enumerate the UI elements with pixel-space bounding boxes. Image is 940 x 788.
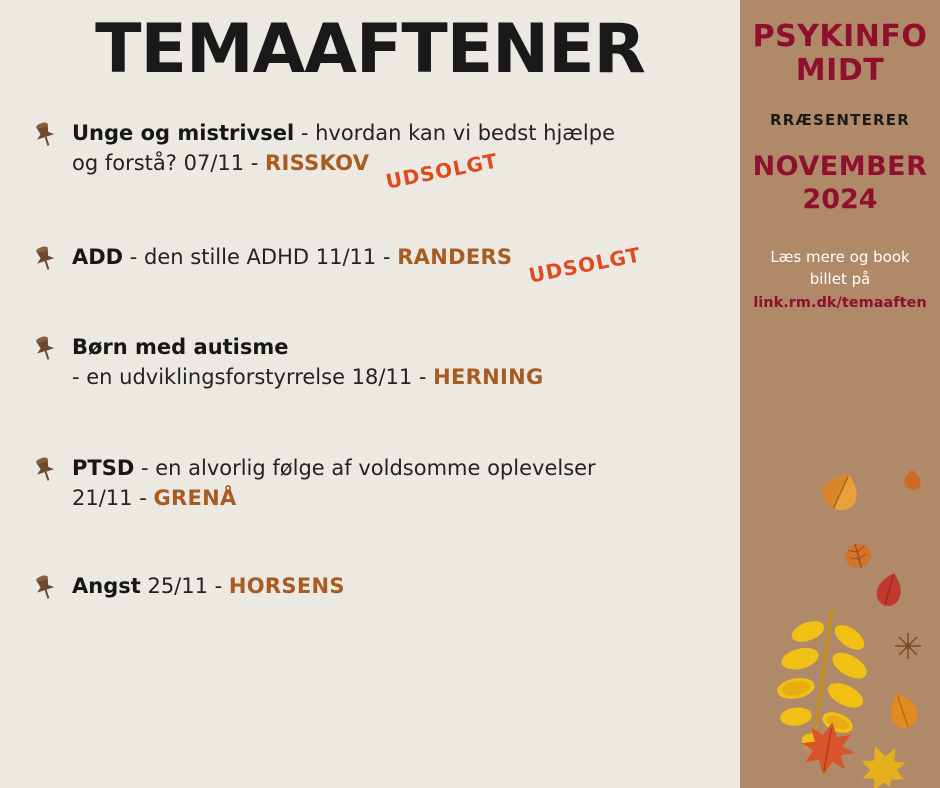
event-list <box>0 119 740 602</box>
event-title: Unge og mistrivsel <box>72 121 295 146</box>
page-title: TEMAAFTENER <box>95 10 645 89</box>
brand-name <box>740 0 940 87</box>
pushpin-icon <box>30 121 60 149</box>
leaf-icon <box>818 470 864 518</box>
event-line-2 <box>72 148 732 194</box>
pushpin-icon <box>30 456 60 484</box>
event-title: PTSD <box>72 456 135 481</box>
leaf-icon <box>892 630 924 666</box>
event-date: og forstå? 07/11 - <box>72 151 266 176</box>
event-line-1 <box>72 572 732 602</box>
poster-sidebar <box>740 0 940 788</box>
year-label: 2024 <box>802 183 878 215</box>
leaf-icon <box>880 690 924 738</box>
brand-line-2: MIDT <box>795 52 885 88</box>
event-desc: - den stille ADHD 11/11 - <box>123 245 398 270</box>
leaf-icon <box>858 742 906 788</box>
pushpin-icon <box>30 245 60 273</box>
event-title: Børn med autisme <box>72 334 289 359</box>
leaf-icon <box>798 718 858 782</box>
list-item[interactable] <box>28 242 732 288</box>
event-title: Angst <box>72 574 141 599</box>
event-line-1 <box>72 454 732 484</box>
booking-line-1: Læs mere og book <box>770 247 910 266</box>
event-line-1 <box>72 242 732 288</box>
event-desc: - en udviklingsforstyrrelse 18/11 - <box>72 364 434 389</box>
status-badge: UDSOLGT <box>527 242 644 288</box>
month-label: NOVEMBER <box>752 151 928 183</box>
leaf-icon <box>868 570 908 614</box>
event-desc: - hvordan kan vi bedst hjælpe <box>294 121 615 146</box>
booking-info <box>740 246 940 315</box>
pushpin-icon <box>30 335 60 363</box>
event-line-2 <box>72 363 732 393</box>
event-date: 21/11 - <box>72 486 154 511</box>
list-item[interactable] <box>28 333 732 393</box>
booking-line-2: billet på <box>809 270 871 289</box>
list-item[interactable] <box>28 572 732 602</box>
brand-line-1: PSYKINFO <box>752 19 928 54</box>
presents-label: RRÆSENTERER <box>769 111 910 130</box>
event-line-1 <box>72 333 732 363</box>
leaf-icon <box>900 468 924 496</box>
pushpin-icon <box>30 574 60 602</box>
event-title: ADD <box>72 245 124 270</box>
list-item[interactable] <box>28 119 732 194</box>
leaf-icon <box>840 538 876 576</box>
status-badge: UDSOLGT <box>384 148 501 194</box>
event-location: RISSKOV <box>265 151 370 176</box>
list-item[interactable] <box>28 454 732 514</box>
event-line-1 <box>72 119 732 149</box>
event-location: GRENÅ <box>153 486 237 511</box>
booking-link[interactable]: link.rm.dk/temaaften <box>753 294 927 311</box>
event-desc: 25/11 - <box>140 574 229 599</box>
event-line-2 <box>72 484 732 514</box>
leaf-icon <box>768 600 878 754</box>
event-location: RANDERS <box>397 245 513 270</box>
event-desc: - en alvorlig følge af voldsomme oplevelser <box>134 456 596 481</box>
event-location: HORSENS <box>228 574 345 599</box>
event-location: HERNING <box>433 364 544 389</box>
